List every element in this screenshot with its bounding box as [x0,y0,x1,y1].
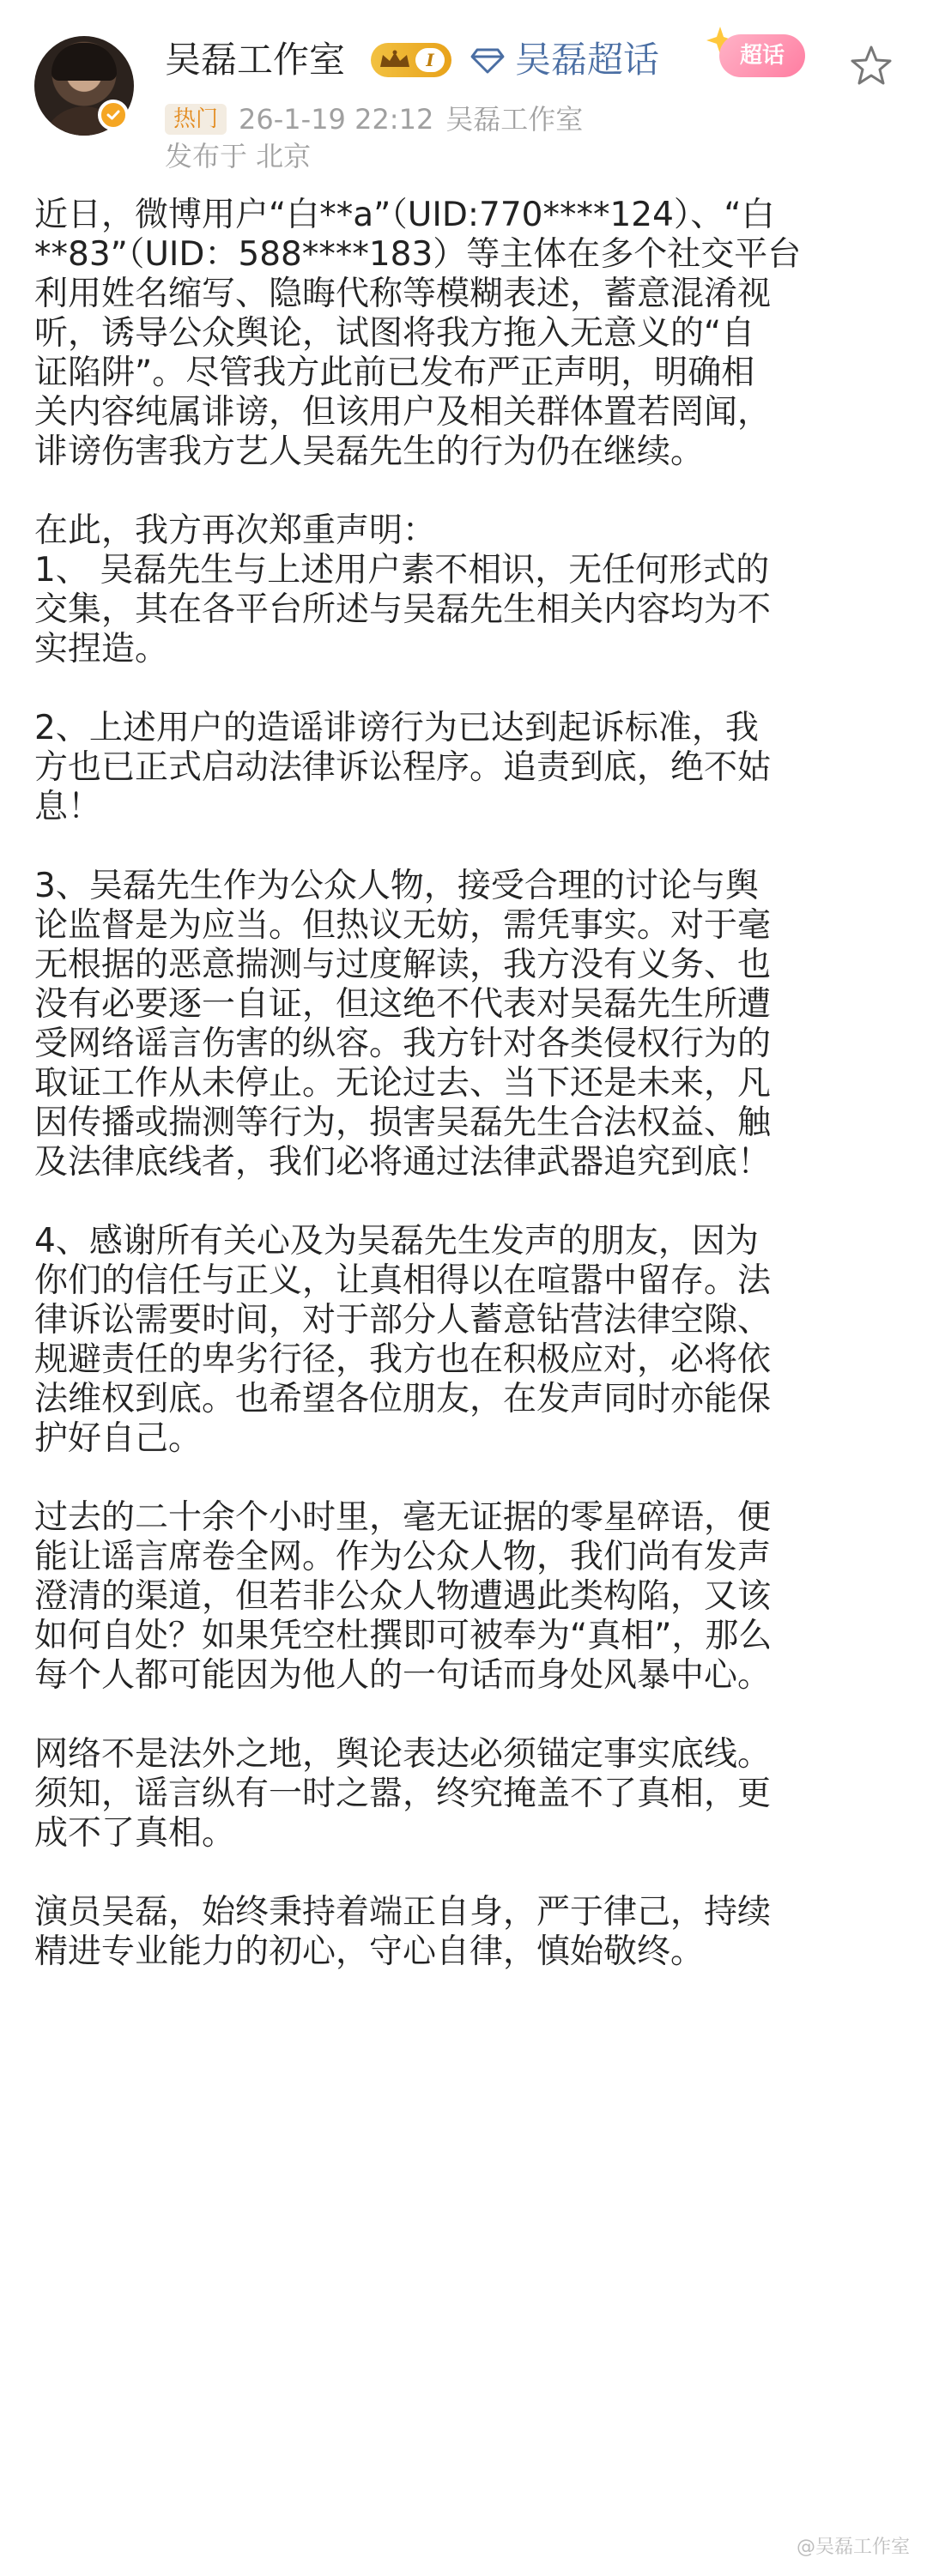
paragraph-3 [34,709,901,827]
text-line: 1、 吴磊先生与上述用户素不相识，无任何形式的 [34,551,770,590]
text-line: 澄清的渠道，但若非公众人物遭遇此类构陷，又该 [34,1577,772,1616]
paragraph-7 [34,1735,901,1853]
paragraph-8 [34,1893,901,1972]
supertopic-sticker[interactable] [706,26,809,81]
hot-tag[interactable]: 热门 [165,104,227,135]
paragraph-4 [34,867,901,1182]
avatar-hair [52,43,117,81]
text-line: 精进专业能力的初心，守心自律，慎始敬终。 [34,1932,705,1971]
text-line: 听，诱导公众舆论，试图将我方拖入无意义的“自 [34,314,755,353]
text-line: 你们的信任与正义，让真相得以在喧嚣中留存。法 [34,1261,772,1300]
text-line: 演员吴磊，始终秉持着端正自身，严于律己，持续 [34,1893,772,1932]
sticker-label: 超话 [719,34,805,77]
text-line: 实捏造。 [34,630,169,668]
text-line: 能让谣言席卷全网。作为公众人物，我们尚有发声 [34,1538,772,1576]
text-line: 因传播或揣测等行为，损害吴磊先生合法权益、触 [34,1104,772,1142]
text-line: 3、吴磊先生作为公众人物，接受合理的讨论与舆 [34,867,759,905]
text-line: 息！ [34,788,102,826]
text-line: 每个人都可能因为他人的一句话而身处风暴中心。 [34,1656,772,1695]
paragraph-5 [34,1222,901,1459]
text-line: 规避责任的卑劣行径，我方也在积极应对，必将依 [34,1340,772,1379]
paragraph-1 [34,196,901,472]
post-meta [165,101,583,137]
post-timestamp: 26-1-19 22:12 [239,103,434,136]
text-line: 取证工作从未停止。无论过去、当下还是未来，凡 [34,1064,772,1103]
verified-badge-icon [98,100,129,130]
text-line: **83”（UID：588****183）等主体在多个社交平台 [34,235,802,274]
level-label: I [415,48,445,72]
text-line: 成不了真相。 [34,1814,236,1853]
text-line: 没有必要逐一自证，但这绝不代表对吴磊先生所遭 [34,985,772,1024]
text-line: 证陷阱”。尽管我方此前已发布严正声明，明确相 [34,354,755,392]
text-line: 论监督是为应当。但热议无妨，需凭事实。对于毫 [34,906,772,945]
text-line: 利用姓名缩写、隐晦代称等模糊表述，蓄意混淆视 [34,275,772,313]
paragraph-2 [34,511,901,669]
text-line: 法维权到底。也希望各位朋友，在发声同时亦能保 [34,1380,772,1418]
post-source[interactable]: 吴磊工作室 [445,103,584,136]
text-line: 在此，我方再次郑重声明： [34,511,437,550]
paragraph-6 [34,1498,901,1696]
post-location: 发布于 北京 [165,140,312,172]
text-line: 如何自处？如果凭空杜撰即可被奉为“真相”，那么 [34,1617,772,1655]
diamond-icon [470,45,505,76]
text-line: 近日，微博用户“白**a”（UID:770****124）、“白 [34,196,775,234]
post-header [0,0,927,180]
text-line: 2、上述用户的造谣诽谤行为已达到起诉标准，我 [34,709,759,747]
text-line: 4、感谢所有关心及为吴磊先生发声的朋友，因为 [34,1222,759,1261]
text-line: 及法律底线者，我们必将通过法律武器追究到底！ [34,1143,772,1182]
post-body [34,196,901,2011]
member-level-badge[interactable] [371,43,451,77]
text-line: 律诉讼需要时间，对于部分人蓄意钻营法律空隙、 [34,1301,772,1339]
watermark: @吴磊工作室 [796,2537,910,2558]
text-line: 交集，其在各平台所述与吴磊先生相关内容均为不 [34,590,772,629]
text-line: 须知，谣言纵有一时之嚣，终究掩盖不了真相，更 [34,1775,772,1813]
text-line: 诽谤伤害我方艺人吴磊先生的行为仍在继续。 [34,432,705,471]
text-line: 关内容纯属诽谤，但该用户及相关群体置若罔闻， [34,393,772,432]
text-line: 网络不是法外之地，舆论表达必须锚定事实底线。 [34,1735,772,1774]
supertopic-link[interactable]: 吴磊超话 [515,39,660,81]
text-line: 无根据的恶意揣测与过度解读，我方没有义务、也 [34,946,772,984]
text-line: 受网络谣言伤害的纵容。我方针对各类侵权行为的 [34,1025,772,1063]
star-icon[interactable] [850,45,893,86]
text-line: 方也已正式启动法律诉讼程序。追责到底，绝不姑 [34,748,772,787]
account-name[interactable]: 吴磊工作室 [165,39,346,81]
crown-icon [378,50,412,70]
text-line: 护好自己。 [34,1419,203,1458]
text-line: 过去的二十余个小时里，毫无证据的零星碎语，便 [34,1498,772,1537]
